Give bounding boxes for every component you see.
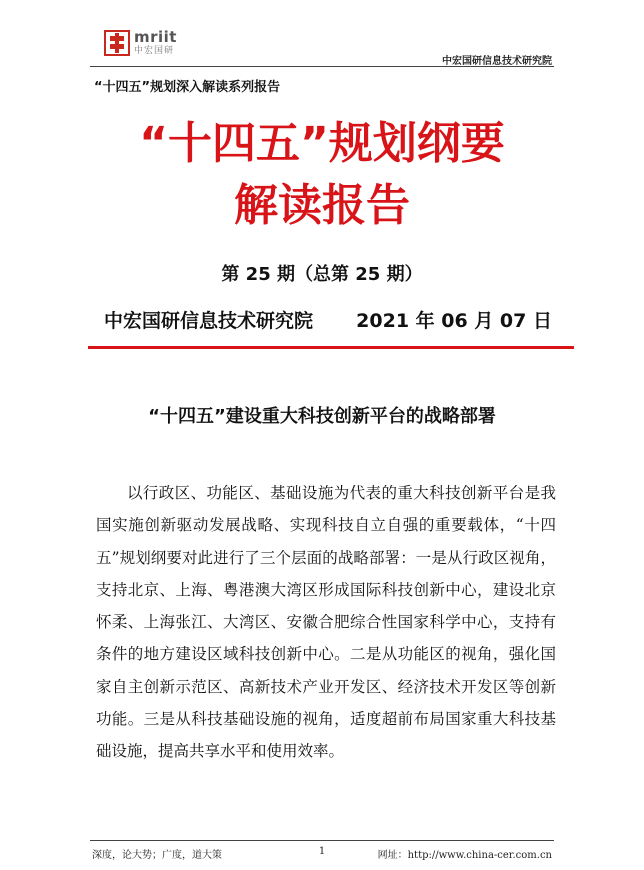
- main-title-line-2: 解读报告: [234, 180, 410, 231]
- footer-divider: [90, 840, 554, 841]
- logo: [104, 30, 177, 56]
- footer-website: 网址：http://www.china-cer.com.cn: [377, 850, 552, 861]
- main-title-line-1: “十四五”规划纲要: [139, 118, 505, 169]
- header-organization: 中宏国研信息技术研究院: [442, 56, 552, 67]
- footer-slogan: 深度，论大势；广度，道大策: [92, 850, 222, 861]
- article-body: 以行政区、功能区、基础设施为代表的重大科技创新平台是我国实施创新驱动发展战略、实现科技自立自强的重要载体，“十四五”规划纲要对此进行了三个层面的战略部署：一是从行政区视角，支持北京、上海、粤港澳大湾区形成国际科技创新中心，建设北京怀柔、上海张江、大湾区、安徽合肥综合性国家科学中心，支持有条件的地方建设区域科技创新中心。二是从功能区的视角，强化国家自主创新示范区、高新技术产业开发区、经济技术开发区等创新功能。三是从科技基础设施的视角，适度超前布局国家重大科技基础设施，提高共享水平和使用效率。: [96, 484, 556, 761]
- article-title: “十四五”建设重大科技创新平台的战略部署: [148, 406, 496, 427]
- publication-date: 2021 年 06 月 07 日: [356, 310, 552, 332]
- logo-icon: [104, 30, 130, 56]
- series-title: “十四五”规划深入解读系列报告: [94, 80, 281, 95]
- issue-number: 第 25 期（总第 25 期）: [221, 264, 423, 285]
- page-number: 1: [318, 846, 326, 857]
- logo-subtitle: 中宏国研: [134, 46, 175, 56]
- logo-wordmark: mriit: [134, 28, 177, 46]
- title-divider: [88, 346, 574, 349]
- organization-name: 中宏国研信息技术研究院: [104, 310, 314, 332]
- header-divider: [90, 66, 554, 67]
